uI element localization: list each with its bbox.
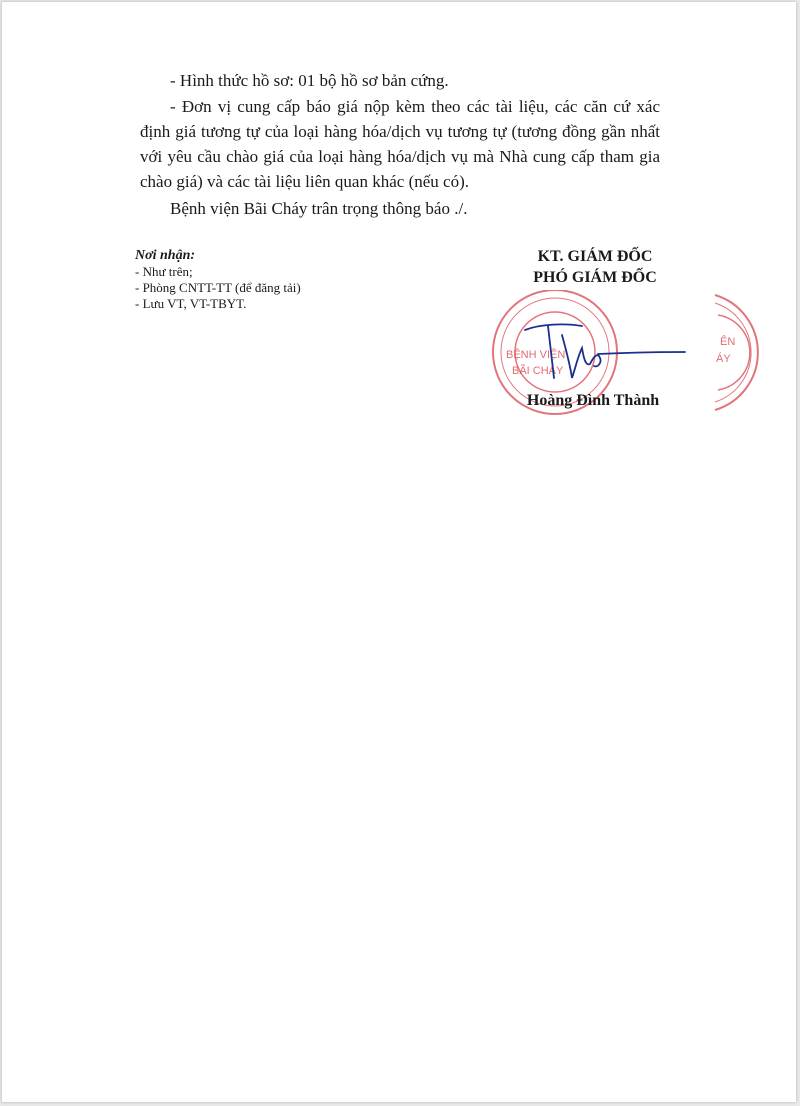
signer-name: Hoàng Đình Thành — [526, 392, 660, 409]
stamp-text-baichay: BÃI CHÁY — [512, 365, 564, 377]
closing-line: Bệnh viện Bãi Cháy trân trọng thông báo ./. — [170, 199, 468, 218]
receiver-item: - Lưu VT, VT-TBYT. — [135, 296, 247, 311]
receiver-item: - Như trên; — [135, 264, 193, 279]
supporting-documents-paragraph: - Đơn vị cung cấp báo giá nộp kèm theo các tài liệu, các căn cứ xác định giá tương tự của loại hàng hóa/dịch vụ tương tự (tương đồng gần nhất với yêu cầu chào giá của loại hàng hóa/dịch vụ mà Nhà cung cấp tham gia chào giá) và các tài liệu liên quan khác (nếu có). — [140, 97, 660, 191]
signature-title-line2: PHÓ GIÁM ĐỐC — [533, 269, 657, 286]
stamp-text-right-1: ÊN — [720, 336, 736, 348]
receivers-block — [135, 248, 301, 312]
document-format-line: - Hình thức hồ sơ: 01 bộ hồ sơ bản cứng. — [170, 71, 449, 90]
receiver-item: - Phòng CNTT-TT (để đăng tải) — [135, 280, 301, 295]
signature-title-block — [490, 246, 700, 288]
receivers-title: Nơi nhận: — [135, 248, 196, 263]
stamp-text-right-2: ÁY — [716, 353, 731, 365]
signature-title-line1: KT. GIÁM ĐỐC — [537, 248, 653, 265]
stamp-text-hospital: BỆNH VIỆN — [506, 349, 566, 361]
